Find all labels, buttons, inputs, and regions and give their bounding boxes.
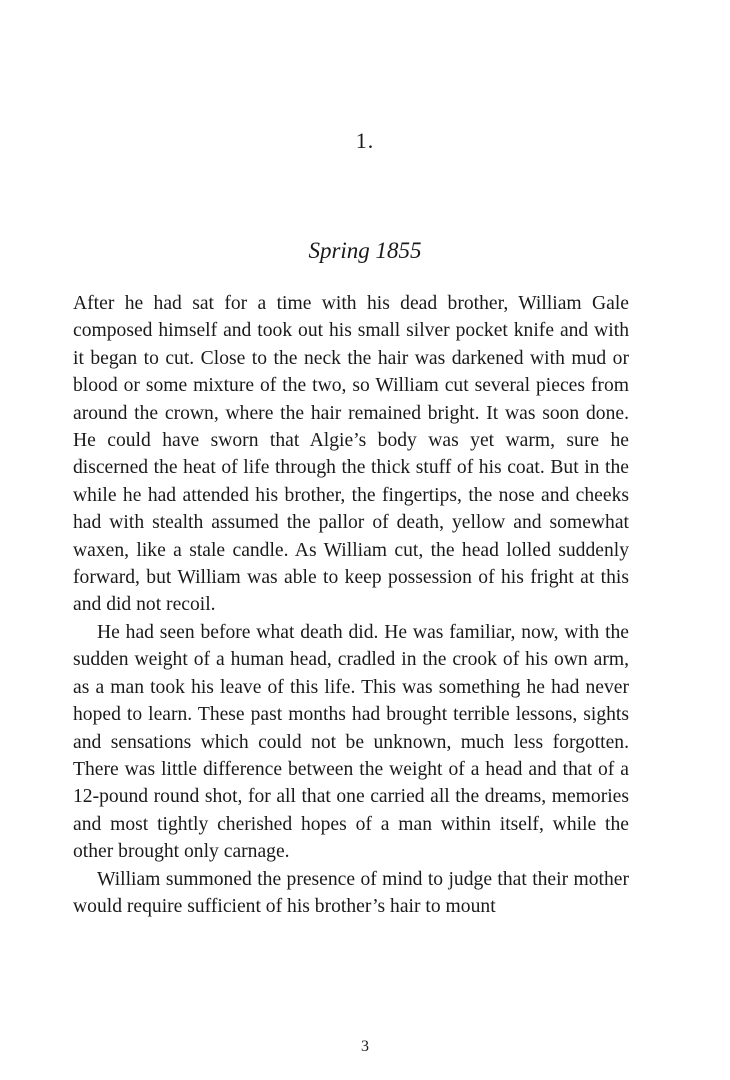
paragraph-2: He had seen before what death did. He was familiar, now, with the sudden weight of a human head, cradled in the crook of his own arm, as a man took his leave of this life. This was something he had never hoped to learn. These past months had brought terrible lessons, sights and sensations which could not be unknown, much less forgotten. There was little difference between the weight of a head and that of a 12-pound round shot, for all that one carried all the dreams, memories and most tightly cherished hopes of a man within itself, while the other brought only carnage. — [73, 621, 629, 863]
page-number: 3 — [361, 1038, 369, 1055]
chapter-number: 1. — [355, 128, 375, 153]
body-text — [73, 290, 629, 920]
chapter-title: Spring 1855 — [308, 238, 422, 263]
paragraph-3: William summoned the presence of mind to judge that their mother would require sufficient of his brother’s hair to mount — [73, 868, 629, 917]
paragraph-1: After he had sat for a time with his dead brother, William Gale composed himself and took out his small silver pocket knife and with it began to cut. Close to the neck the hair was darkened with mud or blood or some mixture of the two, so William cut several pieces from around the crown, where the hair remained bright. It was soon done. He could have sworn that Algie’s body was yet warm, sure he discerned the heat of life through the thick stuff of his coat. But in the while he had attended his brother, the fingertips, the nose and cheeks had with stealth assumed the pallor of death, yellow and somewhat waxen, like a stale candle. As William cut, the head lolled suddenly forward, but William was able to keep possession of his fright at this and did not recoil. — [73, 293, 629, 616]
